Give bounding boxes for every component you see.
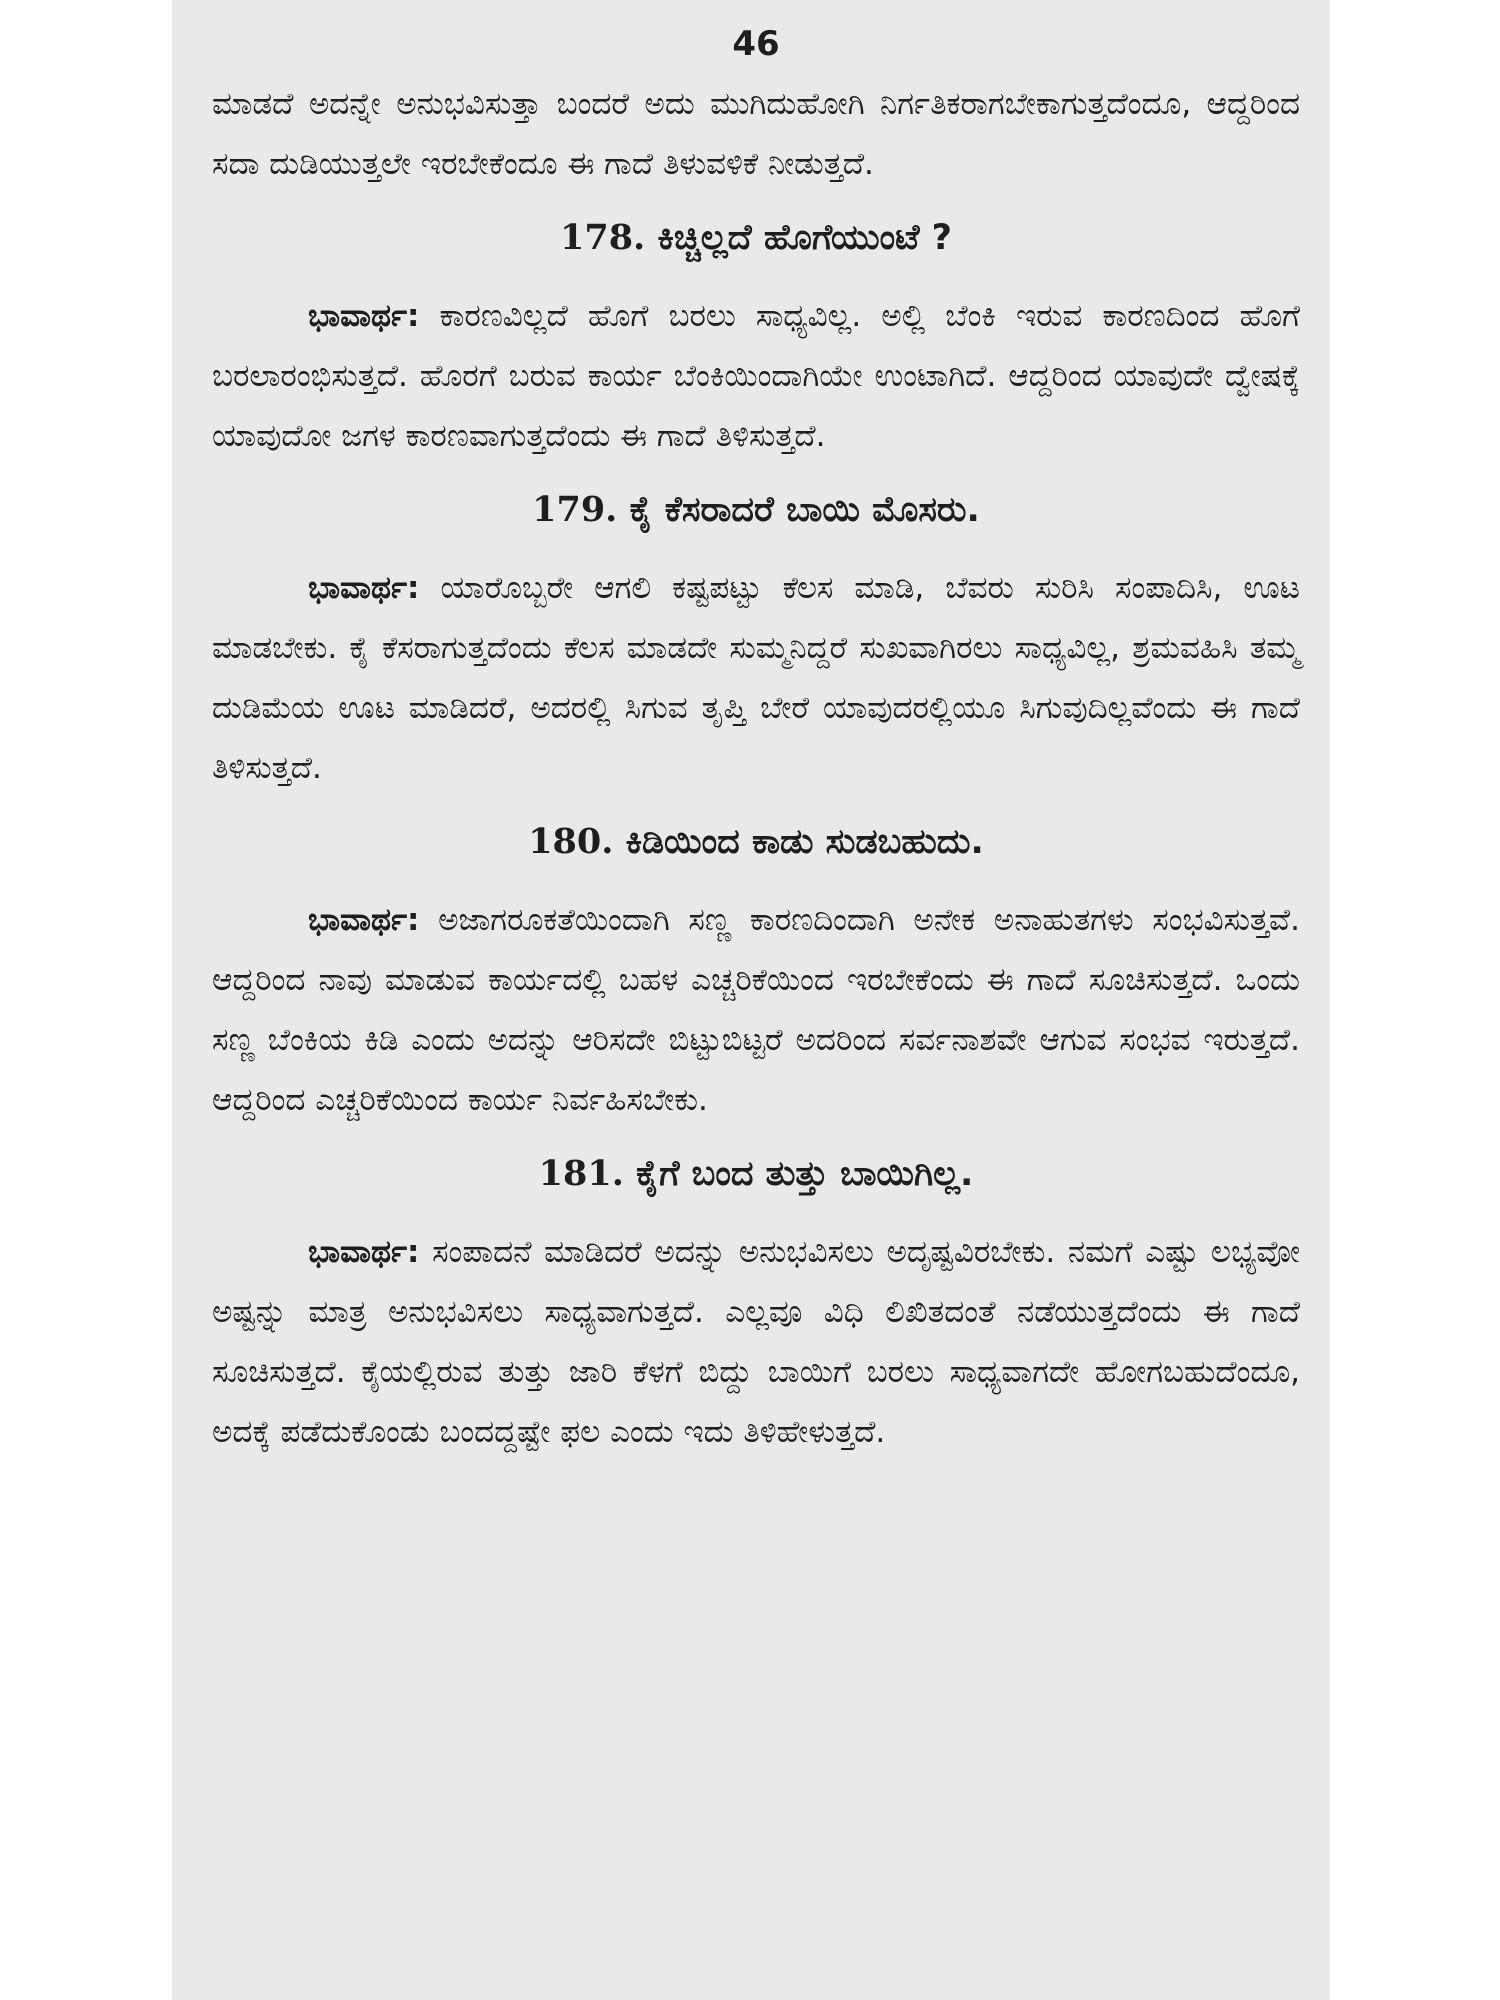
book-page bbox=[172, 0, 1330, 2000]
proverb-number: 181. bbox=[538, 1153, 624, 1194]
proverb-heading bbox=[212, 820, 1300, 864]
proverb-heading bbox=[212, 1152, 1300, 1196]
proverb-heading bbox=[212, 488, 1300, 532]
proverb-section-179 bbox=[212, 488, 1300, 798]
meaning-paragraph bbox=[212, 558, 1300, 798]
meaning-text: ಅಜಾಗರೂಕತೆಯಿಂದಾಗಿ ಸಣ್ಣ ಕಾರಣದಿಂದಾಗಿ ಅನೇಕ ಅನಾಹುತಗಳು ಸಂಭವಿಸುತ್ತವೆ. ಆದ್ದರಿಂದ ನಾವು ಮಾಡುವ ಕಾರ್ಯದಲ್ಲಿ ಬಹಳ ಎಚ್ಚರಿಕೆಯಿಂದ ಇರಬೇಕೆಂದು ಈ ಗಾದೆ ಸೂಚಿಸುತ್ತದೆ. ಒಂದು ಸಣ್ಣ ಬೆಂಕಿಯ ಕಿಡಿ ಎಂದು ಅದನ್ನು ಆರಿಸದೇ ಬಿಟ್ಟುಬಿಟ್ಟರೆ ಅದರಿಂದ ಸರ್ವನಾಶವೇ ಆಗುವ ಸಂಭವ ಇರುತ್ತದೆ. ಆದ್ದರಿಂದ ಎಚ್ಚರಿಕೆಯಿಂದ ಕಾರ್ಯ ನಿರ್ವಹಿಸಬೇಕು. bbox=[212, 902, 1300, 1118]
proverb-section-178 bbox=[212, 216, 1300, 466]
meaning-text: ಯಾರೊಬ್ಬರೇ ಆಗಲಿ ಕಷ್ಟಪಟ್ಟು ಕೆಲಸ ಮಾಡಿ, ಬೆವರು ಸುರಿಸಿ ಸಂಪಾದಿಸಿ, ಊಟ ಮಾಡಬೇಕು. ಕೈ ಕೆಸರಾಗುತ್ತದೆಂದು ಕೆಲಸ ಮಾಡದೇ ಸುಮ್ಮನಿದ್ದರೆ ಸುಖವಾಗಿರಲು ಸಾಧ್ಯವಿಲ್ಲ, ಶ್ರಮವಹಿಸಿ ತಮ್ಮ ದುಡಿಮೆಯ ಊಟ ಮಾಡಿದರೆ, ಅದರಲ್ಲಿ ಸಿಗುವ ತೃಪ್ತಿ ಬೇರೆ ಯಾವುದರಲ್ಲಿಯೂ ಸಿಗುವುದಿಲ್ಲವೆಂದು ಈ ಗಾದೆ ತಿಳಿಸುತ್ತದೆ. bbox=[212, 570, 1301, 786]
proverb-section-181 bbox=[212, 1152, 1300, 1462]
meaning-label: ಭಾವಾರ್ಥ: bbox=[308, 298, 420, 334]
meaning-text: ಸಂಪಾದನೆ ಮಾಡಿದರೆ ಅದನ್ನು ಅನುಭವಿಸಲು ಅದೃಷ್ಟವಿರಬೇಕು. ನಮಗೆ ಎಷ್ಟು ಲಭ್ಯವೋ ಅಷ್ಟನ್ನು ಮಾತ್ರ ಅನುಭವಿಸಲು ಸಾಧ್ಯವಾಗುತ್ತದೆ. ಎಲ್ಲವೂ ವಿಧಿ ಲಿಖಿತದಂತೆ ನಡೆಯುತ್ತದೆಂದು ಈ ಗಾದೆ ಸೂಚಿಸುತ್ತದೆ. ಕೈಯಲ್ಲಿರುವ ತುತ್ತು ಜಾರಿ ಕೆಳಗೆ ಬಿದ್ದು ಬಾಯಿಗೆ ಬರಲು ಸಾಧ್ಯವಾಗದೇ ಹೋಗಬಹುದೆಂದೂ, ಅದಕ್ಕೆ ಪಡೆದುಕೊಂಡು ಬಂದದ್ದಷ್ಟೇ ಫಲ ಎಂದು ಇದು ತಿಳಿಹೇಳುತ್ತದೆ. bbox=[212, 1234, 1300, 1450]
meaning-paragraph bbox=[212, 1222, 1300, 1462]
proverb-number: 180. bbox=[528, 821, 614, 862]
meaning-label: ಭಾವಾರ್ಥ: bbox=[308, 570, 420, 606]
proverb-title: ಕಿಡಿಯಿಂದ ಕಾಡು ಸುಡಬಹುದು. bbox=[625, 822, 984, 862]
meaning-paragraph bbox=[212, 890, 1300, 1130]
intro-paragraph: ಮಾಡದೆ ಅದನ್ನೇ ಅನುಭವಿಸುತ್ತಾ ಬಂದರೆ ಅದು ಮುಗಿದುಹೋಗಿ ನಿರ್ಗತಿಕರಾಗಬೇಕಾಗುತ್ತದೆಂದೂ, ಆದ್ದರಿಂದ ಸದಾ ದುಡಿಯುತ್ತಲೇ ಇರಬೇಕೆಂದೂ ಈ ಗಾದೆ ತಿಳುವಳಿಕೆ ನೀಡುತ್ತದೆ. bbox=[212, 86, 1300, 182]
meaning-label: ಭಾವಾರ್ಥ: bbox=[308, 902, 420, 938]
meaning-text: ಕಾರಣವಿಲ್ಲದೆ ಹೊಗೆ ಬರಲು ಸಾಧ್ಯವಿಲ್ಲ. ಅಲ್ಲಿ ಬೆಂಕಿ ಇರುವ ಕಾರಣದಿಂದ ಹೊಗೆ ಬರಲಾರಂಭಿಸುತ್ತದೆ. ಹೊರಗೆ ಬರುವ ಕಾರ್ಯ ಬೆಂಕಿಯಿಂದಾಗಿಯೇ ಉಂಟಾಗಿದೆ. ಆದ್ದರಿಂದ ಯಾವುದೇ ದ್ವೇಷಕ್ಕೆ ಯಾವುದೋ ಜಗಳ ಕಾರಣವಾಗುತ್ತದೆಂದು ಈ ಗಾದೆ ತಿಳಿಸುತ್ತದೆ. bbox=[212, 298, 1300, 454]
proverb-number: 178. bbox=[560, 217, 646, 258]
proverb-heading bbox=[212, 216, 1300, 260]
proverb-number: 179. bbox=[532, 489, 618, 530]
meaning-label: ಭಾವಾರ್ಥ: bbox=[308, 1234, 420, 1270]
proverb-title: ಕೈ ಕೆಸರಾದರೆ ಬಾಯಿ ಮೊಸರು. bbox=[629, 490, 980, 530]
page-number: 46 bbox=[732, 24, 780, 64]
proverb-section-180 bbox=[212, 820, 1300, 1130]
meaning-paragraph bbox=[212, 286, 1300, 466]
proverb-title: ಕೈಗೆ ಬಂದ ತುತ್ತು ಬಾಯಿಗಿಲ್ಲ. bbox=[636, 1154, 974, 1194]
proverb-title: ಕಿಚ್ಚಿಲ್ಲದೆ ಹೊಗೆಯುಂಟೆ ? bbox=[657, 218, 952, 258]
